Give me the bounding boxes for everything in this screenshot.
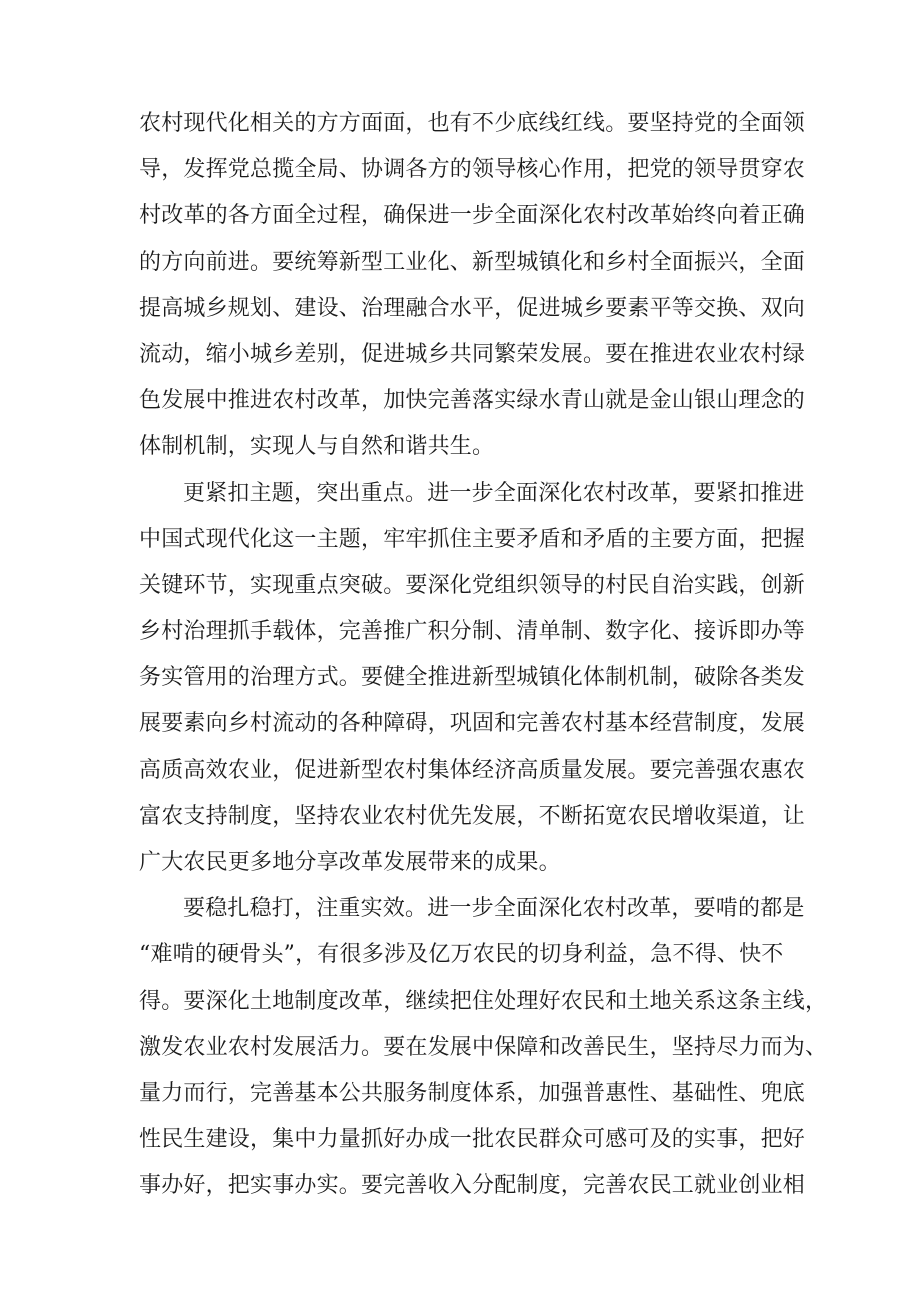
text-line: 流动，缩小城乡差别，促进城乡共同繁荣发展。要在推进农业农村绿 [139, 341, 806, 367]
text-line: 性民生建设，集中力量抓好办成一批农民群众可感可及的实事，把好 [139, 1127, 806, 1153]
text-line: 展要素向乡村流动的各种障碍，巩固和完善农村基本经营制度，发展 [139, 711, 806, 737]
text-line: 提高城乡规划、建设、治理融合水平，促进城乡要素平等交换、双向 [139, 295, 806, 321]
text-line: 广大农民更多地分享改革发展带来的成果。 [139, 850, 561, 875]
text-line: 更紧扣主题，突出重点。进一步全面深化农村改革，要紧扣推进 [183, 480, 805, 506]
text-line: 高质高效农业，促进新型农村集体经济高质量发展。要完善强农惠农 [139, 757, 806, 783]
text-line: 关键环节，实现重点突破。要深化党组织领导的村民自治实践，创新 [139, 572, 806, 598]
text-line: 得。要深化土地制度改革，继续把住处理好农民和土地关系这条主线， [139, 988, 828, 1014]
text-line: 中国式现代化这一主题，牢牢抓住主要矛盾和矛盾的主要方面，把握 [139, 526, 806, 552]
document-page [139, 101, 828, 1210]
text-line: 导，发挥党总揽全局、协调各方的领导核心作用，把党的领导贯穿农 [139, 157, 806, 183]
text-line: 农村现代化相关的方方面面，也有不少底线红线。要坚持党的全面领 [139, 111, 806, 136]
text-line: 村改革的各方面全过程，确保进一步全面深化农村改革始终向着正确 [139, 203, 806, 229]
text-line: 的方向前进。要统筹新型工业化、新型城镇化和乡村全面振兴，全面 [139, 249, 806, 275]
text-line: 色发展中推进农村改革，加快完善落实绿水青山就是金山银山理念的 [139, 388, 806, 414]
text-line: 要稳扎稳打，注重实效。进一步全面深化农村改革，要啃的都是 [183, 896, 805, 922]
text-line: 事办好，把实事办实。要完善收入分配制度，完善农民工就业创业相 [139, 1173, 806, 1199]
text-line: 激发农业农村发展活力。要在发展中保障和改善民生，坚持尽力而为、 [139, 1034, 828, 1060]
text-line: “难啃的硬骨头”，有很多涉及亿万农民的切身利益，急不得、快不 [139, 942, 784, 968]
text-line: 务实管用的治理方式。要健全推进新型城镇化体制机制，破除各类发 [139, 665, 806, 691]
text-line: 富农支持制度，坚持农业农村优先发展，不断拓宽农民增收渠道，让 [139, 803, 806, 829]
text-line: 体制机制，实现人与自然和谐共生。 [139, 434, 495, 460]
paragraph-3 [139, 886, 828, 1209]
text-line: 量力而行，完善基本公共服务制度体系，加强普惠性、基础性、兜底 [139, 1080, 806, 1106]
text-line: 乡村治理抓手载体，完善推广积分制、清单制、数字化、接诉即办等 [139, 619, 806, 645]
paragraph-2 [139, 471, 806, 887]
paragraph-1 [139, 101, 806, 471]
